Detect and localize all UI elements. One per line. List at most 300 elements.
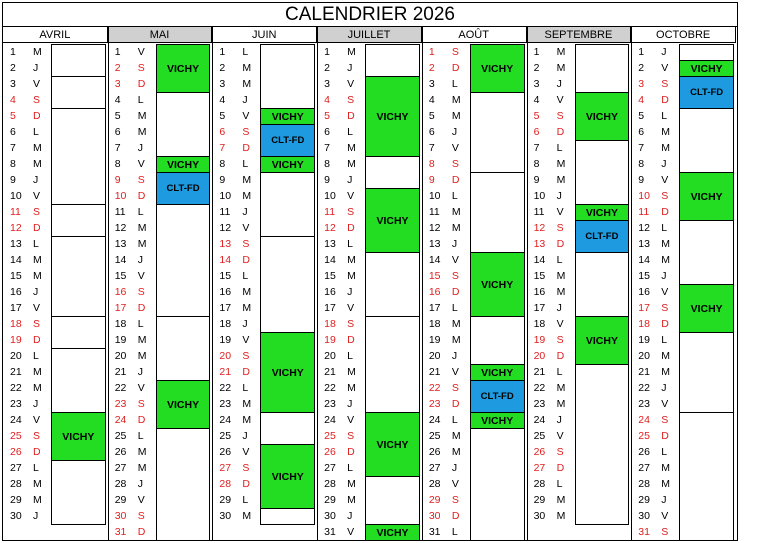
day-weekday: S (556, 222, 564, 234)
day-number: 15 (10, 270, 22, 282)
event-block: VICHY (156, 156, 211, 173)
day-weekday: M (661, 254, 671, 266)
day-number: 27 (10, 462, 22, 474)
day-number: 26 (219, 446, 232, 458)
day-number: 28 (219, 478, 232, 490)
day-number: 10 (10, 190, 22, 202)
day-number: 15 (114, 270, 127, 282)
empty-slot (679, 108, 734, 173)
day-weekday: L (242, 270, 249, 282)
day-weekday: L (451, 302, 458, 314)
day-weekday: V (33, 78, 41, 90)
day-number: 18 (114, 318, 127, 330)
day-number: 28 (533, 478, 546, 490)
day-number: 22 (324, 382, 336, 394)
day-weekday: D (451, 286, 460, 298)
day-number: 12 (638, 222, 650, 234)
day-number: 11 (219, 206, 231, 218)
day-number: 14 (533, 254, 546, 266)
day-weekday: M (556, 62, 566, 74)
event-block: VICHY (365, 412, 420, 477)
day-number: 2 (533, 62, 540, 74)
day-weekday: D (137, 526, 146, 538)
day-weekday: M (33, 382, 42, 394)
day-weekday: L (451, 414, 458, 426)
day-number: 5 (428, 110, 435, 122)
day-weekday: V (137, 382, 145, 394)
day-weekday: V (556, 94, 564, 106)
day-weekday: V (137, 270, 145, 282)
month-header: AVRIL (3, 27, 108, 43)
day-number: 29 (219, 494, 232, 506)
day-number: 9 (428, 174, 435, 186)
day-number: 19 (428, 334, 441, 346)
day-weekday: V (33, 190, 41, 202)
day-number: 18 (533, 318, 546, 330)
day-weekday: V (556, 206, 564, 218)
event-block: CLT-FD (575, 220, 630, 253)
day-number: 29 (428, 494, 441, 506)
day-number: 1 (219, 46, 226, 58)
day-weekday: M (33, 270, 42, 282)
day-number: 16 (533, 286, 546, 298)
day-number: 8 (114, 158, 121, 170)
day-weekday: S (347, 94, 355, 106)
day-weekday: S (451, 382, 459, 394)
day-number: 20 (10, 350, 22, 362)
day-weekday: D (451, 510, 460, 522)
day-weekday: M (451, 334, 461, 346)
day-number: 8 (10, 158, 16, 170)
day-weekday: D (242, 254, 251, 266)
day-weekday: D (347, 334, 355, 346)
day-weekday: J (33, 62, 39, 74)
day-number: 9 (114, 174, 121, 186)
day-weekday: L (242, 494, 249, 506)
day-number: 23 (324, 398, 336, 410)
day-weekday: S (661, 526, 669, 538)
day-number: 14 (638, 254, 650, 266)
event-block: VICHY (365, 188, 420, 253)
day-weekday: D (451, 398, 460, 410)
empty-slot (365, 476, 420, 525)
day-number: 11 (114, 206, 126, 218)
day-weekday: M (242, 78, 252, 90)
empty-slot (156, 316, 211, 381)
day-number: 22 (219, 382, 232, 394)
day-weekday: S (347, 206, 355, 218)
day-number: 9 (10, 174, 16, 186)
event-block: VICHY (365, 524, 420, 541)
day-weekday: D (33, 110, 41, 122)
day-number: 3 (114, 78, 121, 90)
day-number: 5 (324, 110, 330, 122)
day-weekday: S (137, 62, 145, 74)
day-number: 9 (638, 174, 645, 186)
day-number: 7 (324, 142, 330, 154)
day-weekday: L (33, 462, 39, 474)
day-number: 24 (638, 414, 650, 426)
day-number: 12 (10, 222, 22, 234)
empty-slot (679, 44, 734, 61)
day-weekday: M (661, 478, 671, 490)
day-number: 28 (324, 478, 336, 490)
day-number: 18 (638, 318, 650, 330)
day-number: 30 (638, 510, 650, 522)
day-weekday: D (556, 238, 565, 250)
day-weekday: L (242, 382, 249, 394)
day-number: 7 (533, 142, 540, 154)
day-number: 23 (428, 398, 441, 410)
empty-slot (470, 92, 525, 173)
day-weekday: V (661, 286, 669, 298)
day-weekday: S (33, 318, 41, 330)
day-weekday: V (451, 366, 459, 378)
day-number: 3 (533, 78, 540, 90)
empty-slot (679, 412, 734, 541)
day-number: 19 (114, 334, 127, 346)
day-number: 13 (638, 238, 650, 250)
day-number: 20 (533, 350, 546, 362)
day-weekday: J (242, 430, 248, 442)
day-weekday: D (347, 446, 355, 458)
day-weekday: S (661, 302, 669, 314)
day-number: 18 (324, 318, 336, 330)
day-number: 11 (10, 206, 21, 218)
day-number: 17 (219, 302, 232, 314)
day-number: 4 (10, 94, 16, 106)
day-weekday: S (137, 510, 145, 522)
day-weekday: D (242, 478, 251, 490)
day-weekday: M (347, 366, 356, 378)
event-block: VICHY (156, 380, 211, 429)
day-weekday: V (347, 526, 355, 538)
day-number: 6 (324, 126, 330, 138)
day-weekday: D (242, 366, 251, 378)
day-number: 3 (428, 78, 435, 90)
day-weekday: V (556, 430, 564, 442)
day-weekday: L (347, 462, 353, 474)
day-number: 10 (428, 190, 441, 202)
day-number: 22 (10, 382, 22, 394)
month-header: OCTOBRE (631, 27, 736, 43)
day-number: 3 (324, 78, 330, 90)
day-weekday: D (451, 174, 460, 186)
day-weekday: V (451, 142, 459, 154)
day-weekday: L (347, 238, 353, 250)
day-number: 7 (428, 142, 435, 154)
day-weekday: V (347, 190, 355, 202)
day-number: 2 (428, 62, 435, 74)
day-number: 4 (114, 94, 121, 106)
day-weekday: D (661, 318, 669, 330)
event-block: VICHY (679, 284, 734, 333)
day-number: 20 (114, 350, 127, 362)
day-number: 10 (114, 190, 127, 202)
day-number: 27 (219, 462, 232, 474)
day-weekday: S (242, 350, 250, 362)
day-number: 15 (324, 270, 336, 282)
day-weekday: L (242, 46, 249, 58)
day-number: 23 (114, 398, 127, 410)
day-number: 26 (428, 446, 441, 458)
day-weekday: J (347, 398, 353, 410)
day-number: 17 (428, 302, 441, 314)
day-number: 30 (219, 510, 232, 522)
day-weekday: D (33, 222, 41, 234)
day-weekday: S (242, 238, 250, 250)
day-number: 6 (533, 126, 540, 138)
empty-slot (575, 252, 630, 317)
day-number: 27 (114, 462, 127, 474)
day-weekday: J (33, 398, 39, 410)
day-number: 22 (638, 382, 650, 394)
empty-slot (156, 204, 211, 317)
day-number: 1 (114, 46, 121, 58)
event-block: CLT-FD (679, 76, 734, 109)
day-weekday: S (451, 158, 459, 170)
day-number: 13 (219, 238, 232, 250)
day-weekday: M (242, 174, 252, 186)
month-divider (317, 27, 318, 540)
day-weekday: M (661, 238, 671, 250)
day-weekday: V (451, 254, 459, 266)
empty-slot (260, 172, 315, 237)
day-weekday: L (451, 190, 458, 202)
day-number: 30 (533, 510, 546, 522)
day-weekday: L (347, 350, 353, 362)
event-block: VICHY (470, 44, 525, 93)
day-number: 18 (428, 318, 441, 330)
day-number: 26 (10, 446, 22, 458)
calendar (2, 2, 738, 541)
day-number: 2 (219, 62, 226, 74)
day-weekday: J (451, 238, 458, 250)
day-weekday: J (33, 174, 39, 186)
day-number: 2 (324, 62, 330, 74)
day-number: 19 (638, 334, 650, 346)
day-weekday: D (661, 206, 669, 218)
day-number: 25 (114, 430, 127, 442)
day-number: 5 (10, 110, 16, 122)
day-weekday: M (347, 46, 356, 58)
day-number: 4 (324, 94, 330, 106)
event-block: VICHY (470, 364, 525, 381)
event-block: VICHY (575, 204, 630, 221)
day-weekday: S (137, 398, 145, 410)
day-weekday: M (661, 142, 671, 154)
day-weekday: S (347, 318, 355, 330)
day-weekday: J (661, 494, 667, 506)
day-weekday: L (556, 478, 563, 490)
month-divider (527, 27, 528, 540)
day-weekday: M (451, 110, 461, 122)
day-number: 29 (324, 494, 336, 506)
day-weekday: V (451, 478, 459, 490)
day-number: 28 (10, 478, 22, 490)
day-weekday: M (242, 62, 252, 74)
day-weekday: S (556, 446, 564, 458)
day-weekday: S (33, 206, 41, 218)
day-weekday: M (556, 494, 566, 506)
day-weekday: J (137, 366, 143, 378)
day-weekday: M (347, 142, 356, 154)
event-block: VICHY (679, 60, 734, 77)
day-number: 27 (428, 462, 441, 474)
day-number: 12 (428, 222, 441, 234)
day-number: 5 (114, 110, 121, 122)
day-number: 29 (114, 494, 127, 506)
empty-slot (365, 156, 420, 189)
day-number: 25 (324, 430, 336, 442)
day-number: 21 (219, 366, 232, 378)
day-weekday: S (661, 78, 669, 90)
empty-slot (679, 220, 734, 285)
day-weekday: L (556, 142, 563, 154)
day-number: 12 (114, 222, 127, 234)
day-number: 7 (219, 142, 226, 154)
empty-slot (470, 428, 525, 541)
day-weekday: J (347, 286, 353, 298)
empty-slot (51, 236, 106, 317)
day-number: 28 (428, 478, 441, 490)
day-number: 31 (428, 526, 441, 538)
day-number: 18 (219, 318, 232, 330)
month-divider (422, 27, 423, 540)
day-number: 7 (114, 142, 121, 154)
day-number: 27 (324, 462, 336, 474)
day-number: 30 (114, 510, 127, 522)
month-header: AOÛT (422, 27, 527, 43)
day-number: 25 (533, 430, 546, 442)
day-number: 29 (638, 494, 650, 506)
empty-slot (470, 316, 525, 365)
day-number: 24 (114, 414, 127, 426)
day-weekday: J (451, 350, 458, 362)
day-weekday: M (661, 350, 671, 362)
day-weekday: M (137, 110, 147, 122)
day-number: 17 (638, 302, 650, 314)
empty-slot (260, 44, 315, 109)
day-number: 16 (10, 286, 22, 298)
day-weekday: S (137, 174, 145, 186)
day-number: 5 (219, 110, 226, 122)
day-weekday: J (33, 510, 39, 522)
day-number: 8 (638, 158, 645, 170)
day-number: 3 (10, 78, 16, 90)
day-weekday: S (347, 430, 355, 442)
day-weekday: M (137, 462, 147, 474)
day-number: 29 (10, 494, 22, 506)
day-number: 19 (324, 334, 336, 346)
day-number: 24 (533, 414, 546, 426)
day-number: 27 (638, 462, 650, 474)
day-weekday: S (451, 46, 459, 58)
day-weekday: M (451, 222, 461, 234)
empty-slot (575, 364, 630, 525)
day-number: 30 (324, 510, 336, 522)
day-number: 5 (638, 110, 645, 122)
day-weekday: J (347, 174, 353, 186)
day-number: 14 (114, 254, 127, 266)
day-number: 26 (324, 446, 336, 458)
day-weekday: V (556, 318, 564, 330)
day-weekday: L (556, 254, 563, 266)
day-weekday: M (347, 494, 356, 506)
day-number: 2 (114, 62, 121, 74)
day-number: 10 (533, 190, 546, 202)
event-block: VICHY (51, 412, 106, 461)
day-number: 25 (10, 430, 22, 442)
day-number: 4 (219, 94, 226, 106)
day-number: 12 (219, 222, 232, 234)
day-number: 11 (638, 206, 650, 218)
day-weekday: L (661, 222, 668, 234)
day-number: 24 (219, 414, 232, 426)
day-weekday: M (137, 126, 147, 138)
day-number: 21 (114, 366, 127, 378)
day-number: 4 (533, 94, 540, 106)
day-number: 15 (219, 270, 232, 282)
day-number: 5 (533, 110, 540, 122)
day-number: 23 (10, 398, 22, 410)
day-number: 17 (324, 302, 336, 314)
day-weekday: D (556, 126, 565, 138)
day-weekday: S (661, 190, 669, 202)
day-number: 25 (428, 430, 441, 442)
day-number: 8 (533, 158, 540, 170)
day-weekday: V (661, 398, 669, 410)
day-number: 3 (219, 78, 226, 90)
day-number: 10 (324, 190, 336, 202)
day-weekday: V (347, 78, 355, 90)
day-weekday: J (347, 62, 353, 74)
month-header: JUILLET (317, 27, 422, 43)
day-number: 6 (219, 126, 226, 138)
day-number: 21 (533, 366, 546, 378)
day-weekday: J (137, 254, 143, 266)
day-weekday: M (661, 126, 671, 138)
day-weekday: J (661, 382, 667, 394)
day-weekday: J (242, 206, 248, 218)
empty-slot (51, 44, 106, 77)
day-number: 29 (533, 494, 546, 506)
day-number: 31 (638, 526, 650, 538)
day-weekday: S (556, 110, 564, 122)
day-weekday: J (556, 302, 562, 314)
day-number: 15 (428, 270, 441, 282)
day-number: 13 (114, 238, 127, 250)
day-number: 21 (10, 366, 22, 378)
event-block: CLT-FD (156, 172, 211, 205)
day-number: 15 (533, 270, 546, 282)
day-weekday: L (137, 94, 144, 106)
day-weekday: D (661, 94, 669, 106)
day-weekday: M (451, 318, 461, 330)
day-number: 4 (428, 94, 435, 106)
day-weekday: D (556, 462, 565, 474)
day-number: 10 (638, 190, 650, 202)
day-weekday: J (137, 142, 143, 154)
day-weekday: S (661, 414, 669, 426)
day-number: 4 (638, 94, 645, 106)
day-number: 23 (638, 398, 650, 410)
day-weekday: D (347, 110, 355, 122)
day-weekday: S (451, 270, 459, 282)
empty-slot (365, 252, 420, 317)
day-weekday: J (242, 318, 248, 330)
day-weekday: J (33, 286, 39, 298)
